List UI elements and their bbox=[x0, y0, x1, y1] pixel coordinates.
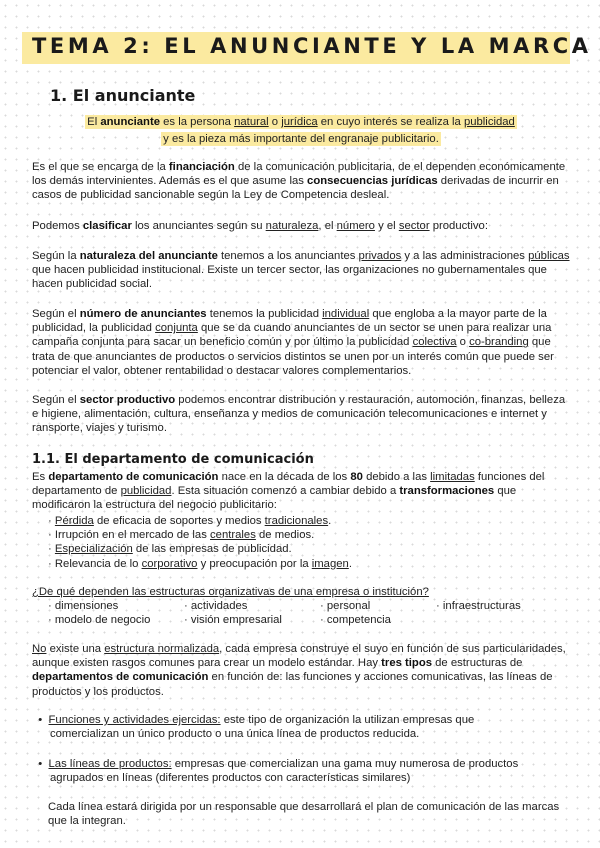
factor-item: · modelo de negocio bbox=[48, 614, 151, 626]
list-item: · Relevancia de lo corporativo y preocupación por la imagen. bbox=[48, 557, 352, 570]
paragraph-clasificar: Podemos clasificar los anunciantes según su naturaleza, el número y el sector productivo: bbox=[32, 220, 488, 232]
list-item: · Irrupción en el mercado de las centrales de medios. bbox=[48, 529, 315, 542]
factor-item: · personal bbox=[320, 600, 371, 612]
bullet-funciones: • Funciones y actividades ejercidas: este tipo de organización la utilizan empresas que comercializan un único producto o una única línea de productos reducida. bbox=[32, 714, 475, 741]
section-heading-anunciante: 1. El anunciante bbox=[50, 86, 196, 105]
transformaciones-list bbox=[48, 514, 352, 571]
paragraph-naturaleza: Según la naturaleza del anunciante tenemos a los anunciantes privados y a las administraciones públicas que hacen publicidad institucional. Existe un tercer sector, las organizaciones no gubernamentales que hacen publicidad social. bbox=[32, 250, 570, 291]
factor-item: · actividades bbox=[184, 600, 248, 612]
paragraph-numero: Según el número de anunciantes tenemos la publicidad individual que engloba a la mayor parte de la publicidad, la publicidad conjunta que se da cuando anunciantes de un sector se unen para realizar una campaña conjunta para sacar un beneficio común y por último la publicidad colectiva o co-branding que trata de que anunciantes de productos o servicios distintos se unen por un interés común que puede ser potenciar el valor, obtener rentabilidad o destacar valores complementarios. bbox=[32, 308, 554, 377]
page-title: TEMA 2: EL ANUNCIANTE Y LA MARCA bbox=[32, 34, 592, 58]
factor-item: · infraestructuras bbox=[436, 600, 521, 612]
list-item: · Especialización de las empresas de publicidad. bbox=[48, 543, 292, 556]
list-item: · Pérdida de eficacia de soportes y medios tradicionales. bbox=[48, 515, 332, 527]
definition-highlight: El anunciante es la persona natural o jurídica en cuyo interés se realiza la publicidad y es la pieza más importante del engranaje publicitario. bbox=[87, 116, 515, 145]
paragraph-departamento: Es departamento de comunicación nace en la década de los 80 debido a las limitadas funciones del departamento de publicidad. Esta situación comenzó a cambiar debido a transformaciones que modificaron la estructura del negocio publicitario: bbox=[32, 471, 545, 512]
paragraph-estructura: No existe una estructura normalizada, cada empresa construye el suyo en función de sus particularidades, aunque existen rasgos comunes para crear un modelo estándar. Hay tres tipos de estructuras de departamentos de comunicación en función de: las funciones y acciones comunicativas, las líneas de productos y los productos. bbox=[32, 643, 566, 698]
paragraph-financiacion: Es el que se encarga de la financiación de la comunicación publicitaria, de el dependen económicamente los demás intervinientes. Además es el que asume las consecuencias jurídicas derivadas de incurrir en casos de publicidad sancionable según la Ley de Competencia desleal. bbox=[32, 161, 566, 202]
factor-item: · visión empresarial bbox=[184, 614, 282, 626]
paragraph-cada-linea: Cada línea estará dirigida por un responsable que desarrollará el plan de comunicación de las marcas que la integran. bbox=[48, 801, 560, 828]
factor-item: · dimensiones bbox=[48, 600, 119, 612]
question-heading: ¿De qué dependen las estructuras organizativas de una empresa o institución? bbox=[32, 586, 429, 598]
bullet-lineas: • Las líneas de productos: empresas que comercializan una gama muy numerosa de productos agrupados en líneas (diferentes productos con características similares) bbox=[32, 758, 519, 785]
factor-item: · competencia bbox=[320, 614, 391, 626]
section-heading-departamento: 1.1. El departamento de comunicación bbox=[32, 452, 314, 467]
paragraph-sector: Según el sector productivo podemos encontrar distribución y restauración, automoción, finanzas, belleza e higiene, alimentación, cultura, enseñanza y medios de comunicación telecomunicaciones e internet y ransporte, viajes y turismo. bbox=[32, 394, 566, 435]
